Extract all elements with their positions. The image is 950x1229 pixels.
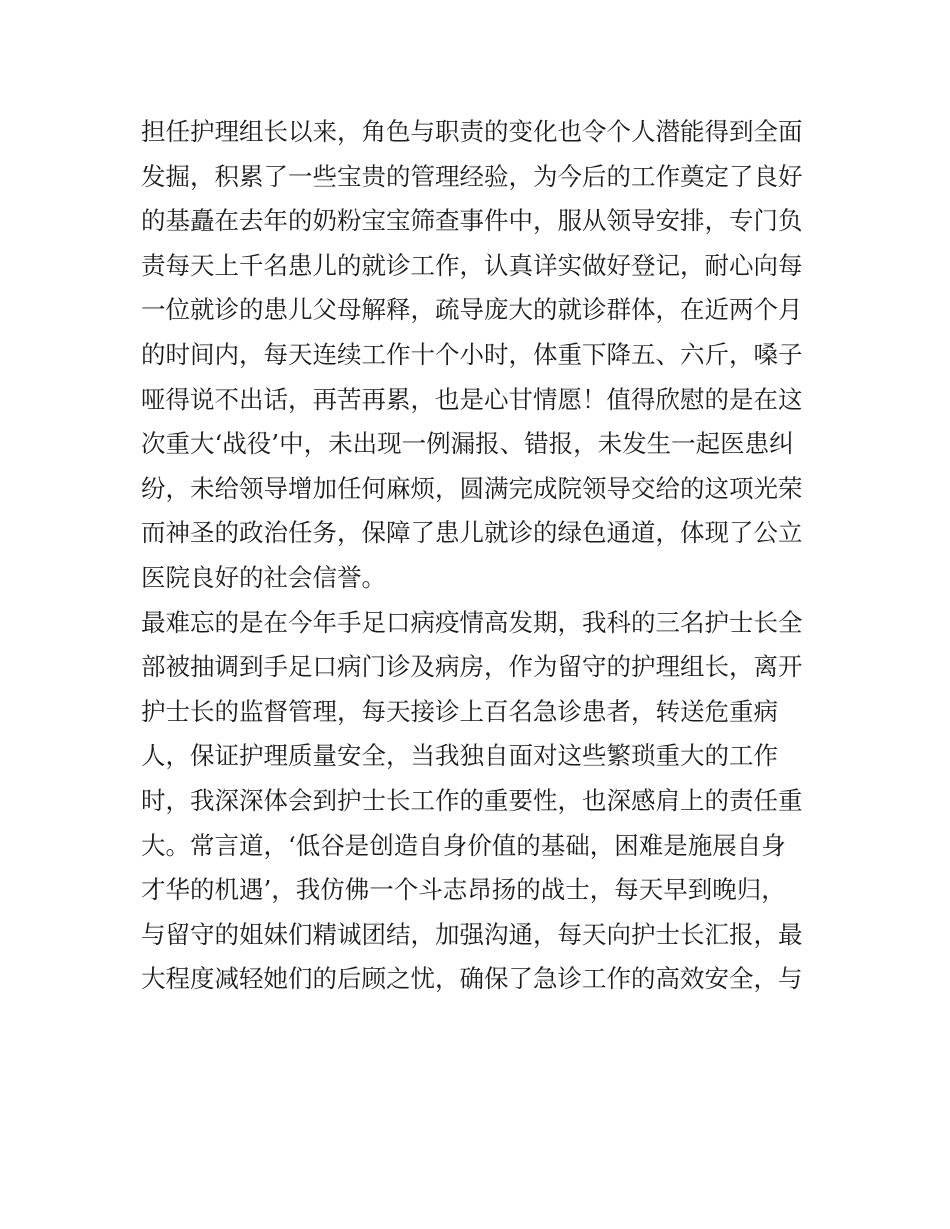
text-line: 一位就诊的患儿父母解释，疏导庞大的就诊群体，在近两个月 [141,295,803,325]
text-line: 责每天上千名患儿的就诊工作，认真详实做好登记，耐心向每 [141,250,803,280]
text-line: 次重大‘战役’中，未出现一例漏报、错报，未发生一起医患纠 [141,429,794,459]
text-line: 最难忘的是在今年手足口病疫情高发期，我科的三名护士长全 [141,607,803,637]
text-line: 的时间内，每天连续工作十个小时，体重下降五、六斤，嗓子 [141,339,803,369]
text-line: 才华的机遇’，我仿佛一个斗志昂扬的战士，每天早到晚归， [141,875,786,905]
text-line: 纷，未给领导增加任何麻烦，圆满完成院领导交给的这项光荣 [141,473,803,503]
text-line: 大。常言道，‘低谷是创造自身价值的基础，困难是施展自身 [141,830,786,860]
text-line: 发掘，积累了一些宝贵的管理经验，为今后的工作奠定了良好 [141,161,803,191]
text-line: 人，保证护理质量安全，当我独自面对这些繁琐重大的工作 [141,741,778,771]
text-line: 哑得说不出话，再苦再累，也是心甘情愿！值得欣慰的是在这 [141,384,803,414]
text-line: 的基矗在去年的奶粉宝宝筛查事件中，服从领导安排，专门负 [141,206,803,236]
text-line: 部被抽调到手足口病门诊及病房，作为留守的护理组长，离开 [141,652,803,682]
text-line: 大程度减轻她们的后顾之忧，确保了急诊工作的高效安全，与 [141,964,803,994]
text-line: 担任护理组长以来，角色与职责的变化也令个人潜能得到全面 [141,117,803,146]
text-line: 时，我深深体会到护士长工作的重要性，也深感肩上的责任重 [141,785,803,815]
text-line: 而神圣的政治任务，保障了患儿就诊的绿色通道，体现了公立 [141,518,803,548]
text-line: 护士长的监督管理，每天接诊上百名急诊患者，转送危重病 [141,696,778,726]
text-line: 医院良好的社会信誉。 [141,562,386,592]
text-line: 与留守的姐妹们精诚团结，加强沟通，每天向护士长汇报，最 [141,919,803,949]
body-text [141,110,821,1002]
